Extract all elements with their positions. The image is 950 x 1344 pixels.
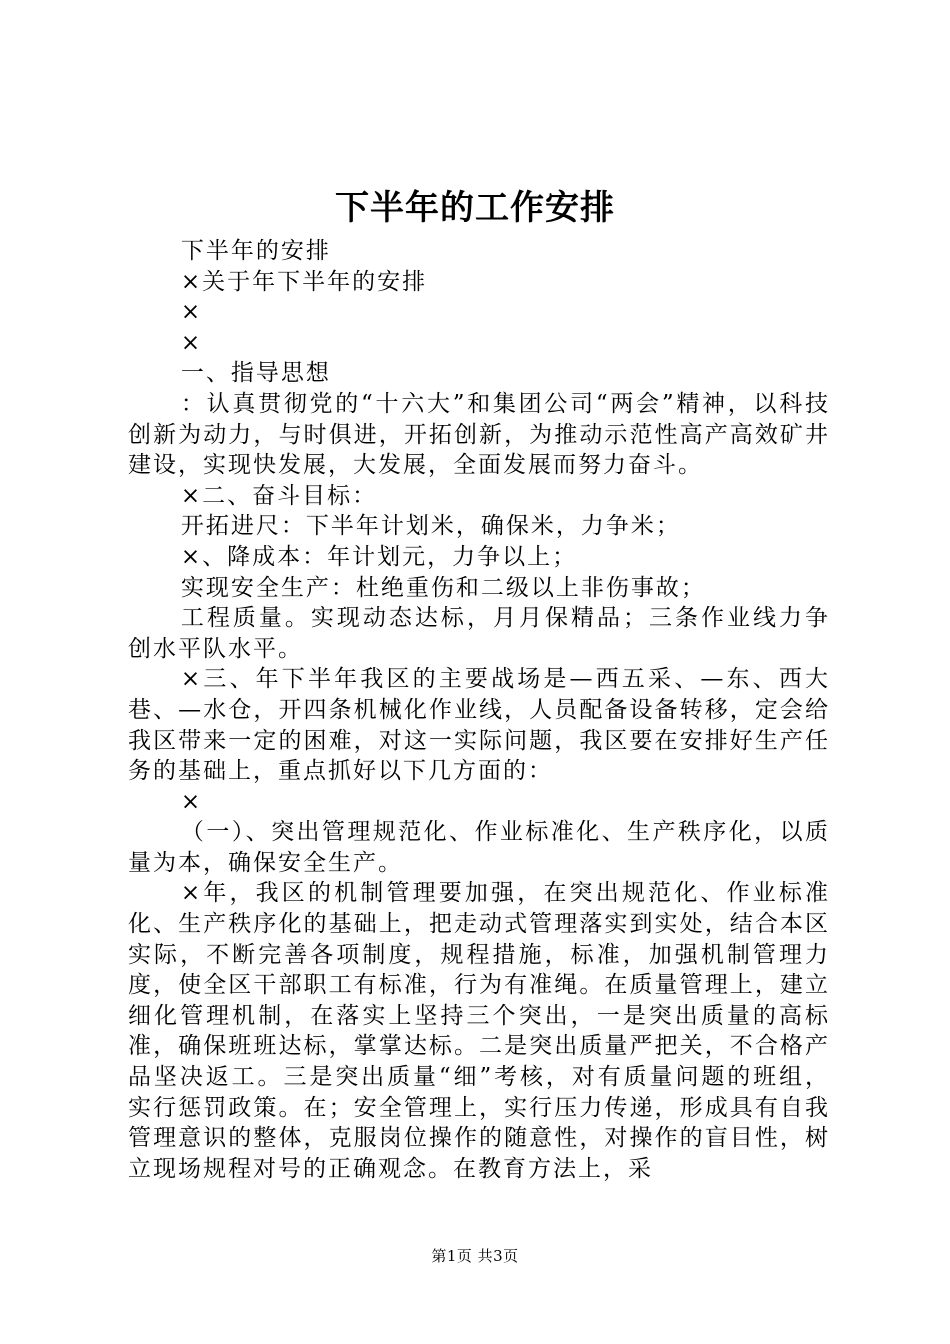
paragraph-1: 下半年的安排 [180, 238, 331, 264]
paragraph-4: × [180, 329, 203, 356]
paragraph-5: 一、指导思想 [180, 360, 331, 387]
paragraph-2: ×关于年下半年的安排 [180, 268, 428, 295]
paragraph-6: ：认真贯彻党的“十六大”和集团公司“两会”精神，以科技创新为动力，与时俱进，开拓创新，为推动示范性高产高效矿井建设，实现快发展，大发展，全面发展而努力奋斗。 [128, 390, 830, 479]
paragraph-14: （一）、突出管理规范化、作业标准化、生产秩序化，以质量为本，确保安全生产。 [128, 819, 830, 876]
paragraph-13: × [180, 788, 203, 815]
paragraph-15: ×年，我区的机制管理要加强，在突出规范化、作业标准化、生产秩序化的基础上，把走动式管理落实到实处，结合本区实际，不断完善各项制度，规程措施，标准，加强机制管理力度，使全区干部职工有标准，行为有准绳。在质量管理上，建立细化管理机制，在落实上坚持三个突出，一是突出质量的高标准，确保班班达标，掌掌达标。二是突出质量严把关，不合格产品坚决返工。三是突出质量“细”考核，对有质量问题的班组，实行惩罚政策。在；安全管理上，实行压力传递，形成具有自我管理意识的整体，克服岗位操作的随意性，对操作的盲目性，树立现场规程对号的正确观念。在教育方法上，采 [128, 880, 830, 1182]
paragraph-7: ×二、奋斗目标： [180, 482, 378, 509]
document-body [128, 236, 830, 1184]
page-number-footer: 第1页 共3页 [431, 1247, 519, 1265]
paragraph-8: 开拓进尺：下半年计划米，确保米，力争米； [180, 513, 681, 540]
paragraph-11: 工程质量。实现动态达标，月月保精品；三条作业线力争创水平队水平。 [128, 605, 830, 662]
paragraph-10: 实现安全生产：杜绝重伤和二级以上非伤事故； [180, 574, 706, 601]
paragraph-9: ×、降成本：年计划元，力争以上； [180, 543, 578, 570]
document-title: 下半年的工作安排 [335, 188, 615, 228]
paragraph-3: × [180, 299, 203, 326]
paragraph-12: ×三、年下半年我区的主要战场是—西五采、—东、西大巷、—水仓，开四条机械化作业线，人员配备设备转移，定会给我区带来一定的困难，对这一实际问题，我区要在安排好生产任务的基础上，重点抓好以下几方面的： [128, 666, 830, 785]
